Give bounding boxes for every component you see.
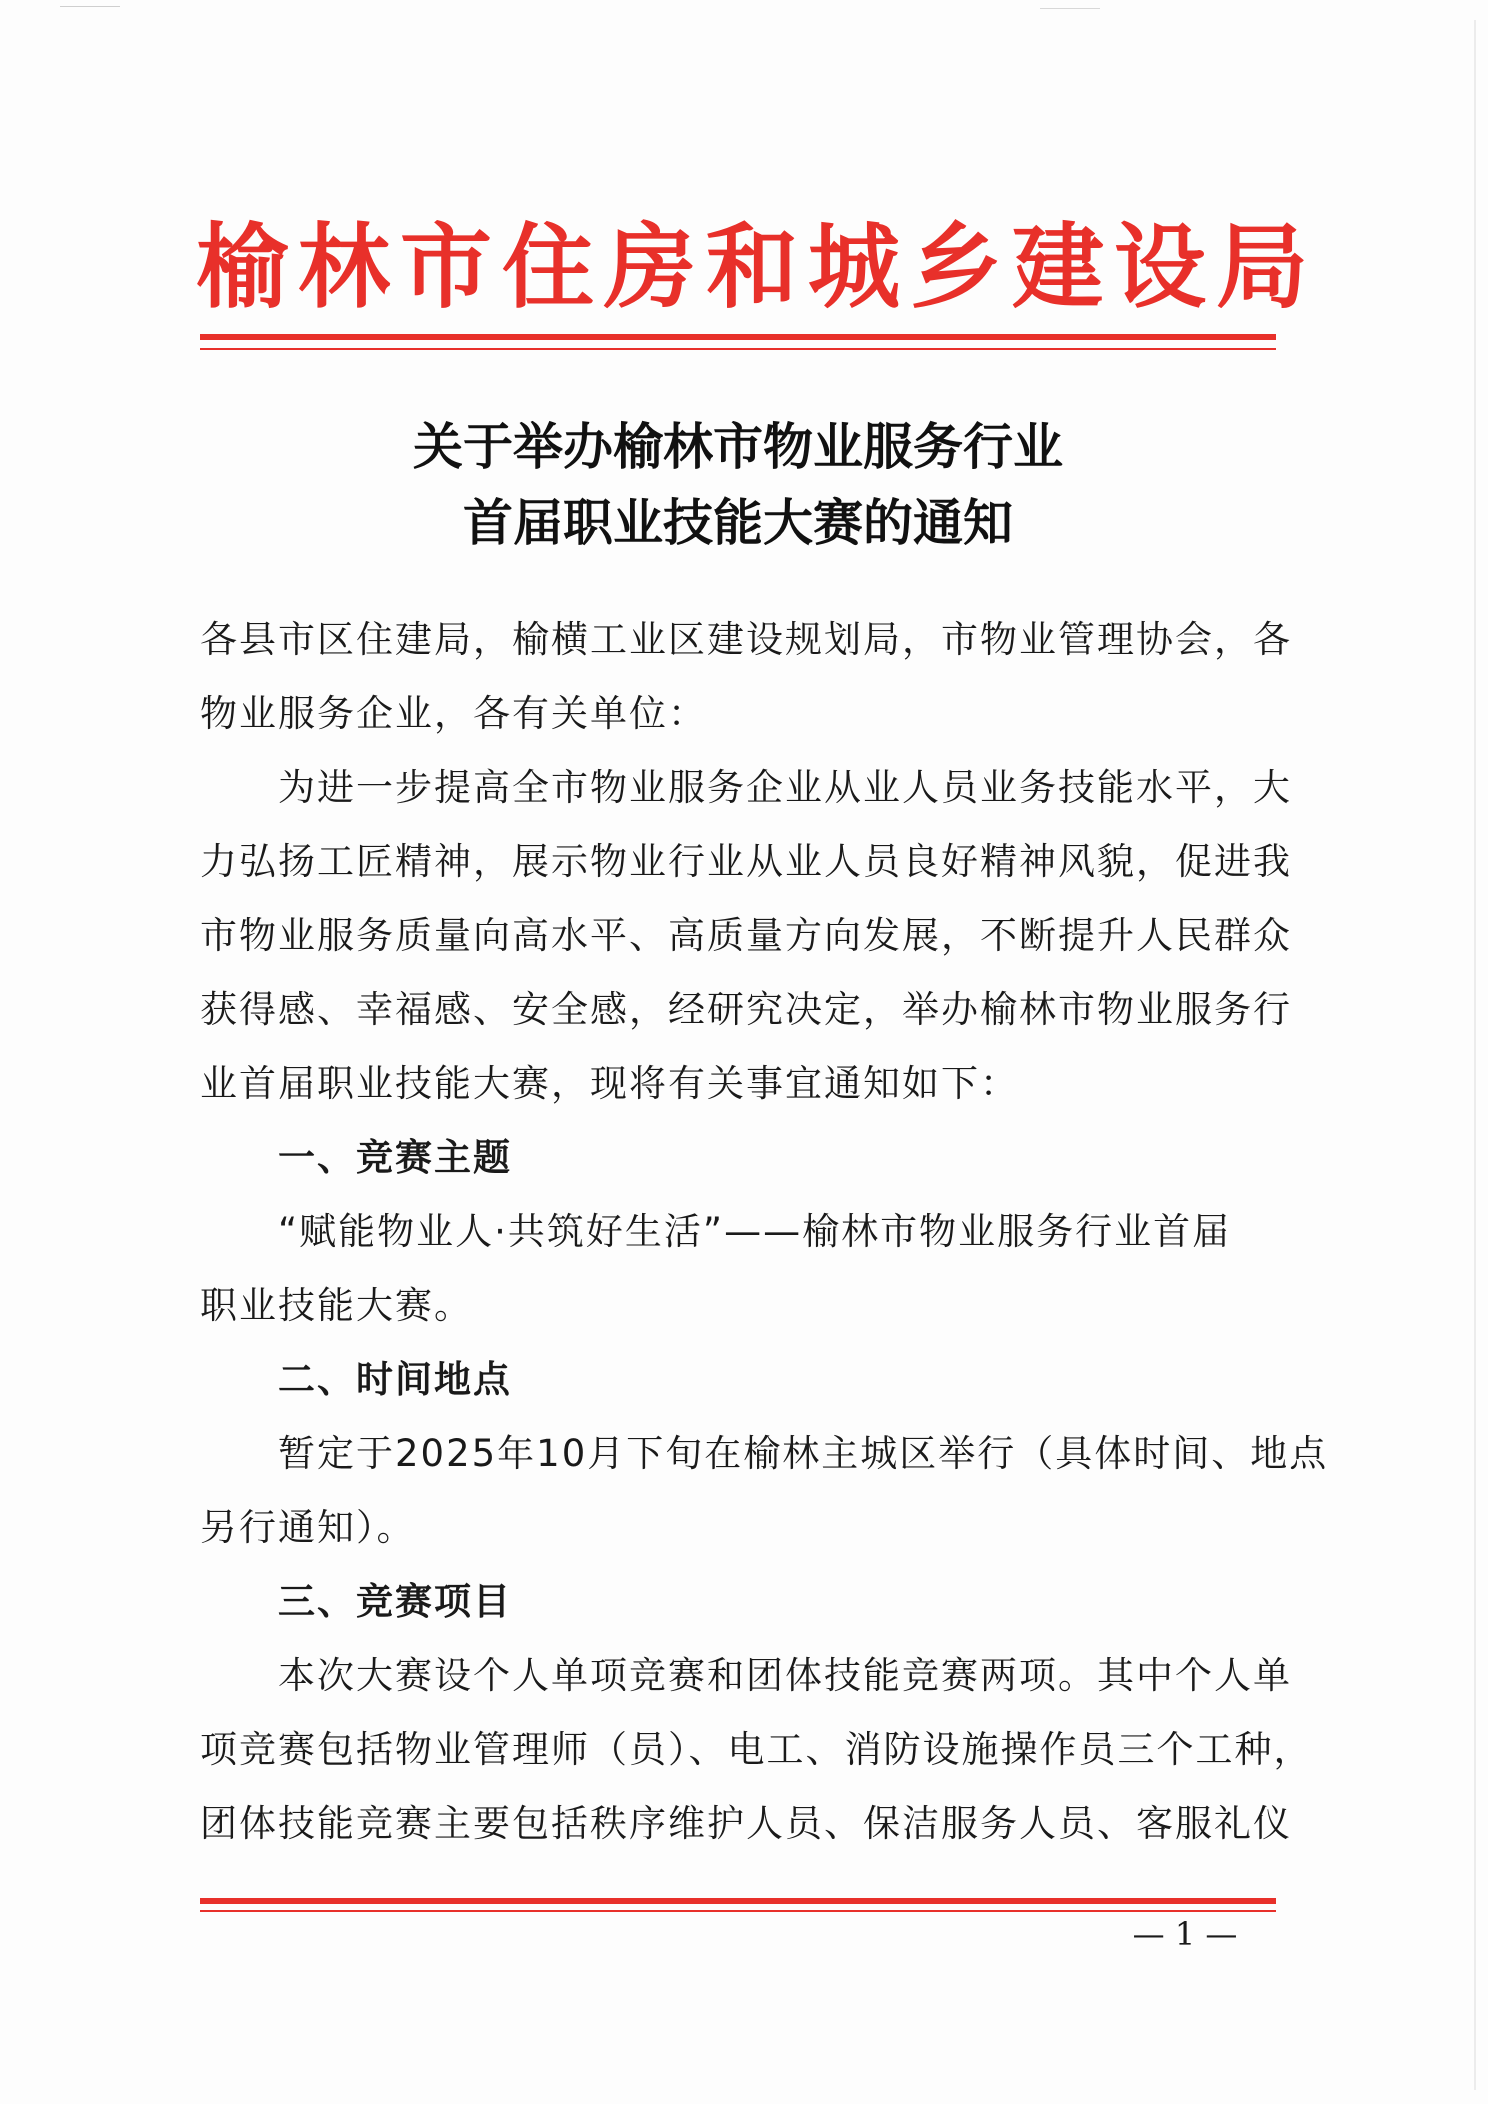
body-line: 为进一步提高全市物业服务企业从业人员业务技能水平，大 [200,766,1292,809]
body-line: 本次大赛设个人单项竞赛和团体技能竞赛两项。其中个人单 [200,1654,1292,1697]
body-line: “赋能物业人·共筑好生活”——榆林市物业服务行业首届 [200,1210,1232,1253]
body-line: 团体技能竞赛主要包括秩序维护人员、保洁服务人员、客服礼仪 [200,1802,1292,1845]
page-number: — 1 — [1132,1915,1238,1953]
document-title-line-1: 关于举办榆林市物业服务行业 [413,417,1063,476]
section-heading: 二、时间地点 [200,1358,512,1401]
body-line: 获得感、幸福感、安全感，经研究决定，举办榆林市物业服务行 [200,988,1292,1031]
organization-header: 榆林市住房和城乡建设局 [196,213,1319,321]
scan-artifact [60,6,120,7]
body-line: 物业服务企业，各有关单位： [200,692,707,735]
body-line: 另行通知）。 [200,1506,416,1549]
body-line: 各县市区住建局，榆横工业区建设规划局，市物业管理协会，各 [200,618,1292,661]
header-rule-thin [200,348,1276,350]
body-line: 业首届职业技能大赛，现将有关事宜通知如下： [200,1062,1019,1105]
scan-artifact [1040,8,1100,9]
body-line: 力弘扬工匠精神，展示物业行业从业人员良好精神风貌，促进我 [200,840,1292,883]
body-line: 市物业服务质量向高水平、高质量方向发展，不断提升人民群众 [200,914,1292,957]
scan-artifact [1474,20,1476,2090]
footer-rule-thin [200,1910,1276,1912]
body-line: 项竞赛包括物业管理师（员）、电工、消防设施操作员三个工种， [200,1728,1313,1771]
section-heading: 一、竞赛主题 [200,1136,512,1179]
document-title-line-2: 首届职业技能大赛的通知 [463,493,1013,552]
footer-rule-thick [200,1898,1276,1904]
body-line: 职业技能大赛。 [200,1284,473,1327]
body-line: 暂定于2025年10月下旬在榆林主城区举行（具体时间、地点 [200,1432,1329,1475]
section-heading: 三、竞赛项目 [200,1580,512,1623]
header-rule-thick [200,334,1276,340]
